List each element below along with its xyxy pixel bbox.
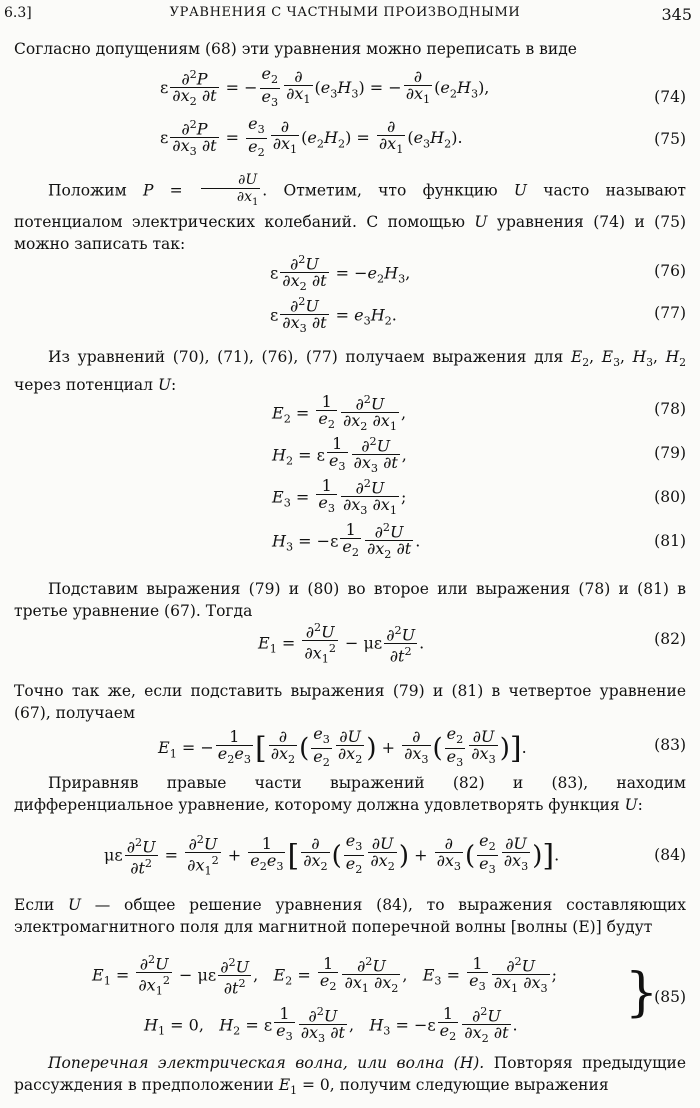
equation-74: ε $\frac{\partial^2P}{\partial x_2 \partial t}$ = − $\frac{e_2}{e_3}$ ∂ $\partial x_1$ $(e_3H_3)$ = − ∂ $\partial x_1$ $(e_2H_3)$, [160, 64, 490, 110]
text-fragment: через потенциал [14, 376, 154, 395]
section-number: 6.3] [4, 5, 32, 21]
italic-heading: Поперечная электрическая волна, или волна (H). [48, 1054, 485, 1072]
text-fragment: Повторяя предыдущие рассуждения в предположении [14, 1054, 686, 1094]
text-fragment: получим следующие выражения [339, 1076, 609, 1094]
paragraph-substitute: Подставим выражения (79) и (80) во второе или выражения (78) и (81) в третье уравнение (67). Тогда [14, 580, 686, 620]
paragraph-equate: Приравняв правые части выражений (82) и (83), находим дифференциальное уравнение, которому должна удовлетворять функция U: [14, 774, 686, 814]
equation-84: με $\frac{\partial^2U}{\partial t^2}$ = $\frac{\partial^2U}{\partial x_1^2}$ + $\frac{1}{e_2e_3}$ [ ∂ $\partial x_2$ ( $\frac{e_3}{e_2}$ $\frac{\partial U}{\partial x_2}$ ) + ∂ $\partial x_3$ ( $\frac{e_2}{e_3}$ $\frac{\partial U}{\partial x_3}$ )]. [104, 831, 560, 878]
running-header [0, 5, 700, 25]
right-brace: } [625, 963, 659, 1023]
equation-85-line-2: $H_1 = 0$, $H_2 = \varepsilon$ $\frac{1}{e_3}$ $\frac{\partial^2U}{\partial x_3 \partial t}$ , $H_3 = -\varepsilon$ $\frac{1}{e_2}$ $\frac{\partial^2U}{\partial x_2 \partial t}$ . [144, 1004, 518, 1046]
paragraph-intro: Согласно допущениям (68) эти уравнения можно переписать в виде [14, 40, 577, 58]
equation-75: ε $\frac{\partial^2P}{\partial x_3 \partial t}$ = $\frac{e_3}{e_2}$ ∂ $\partial x_1$ $(e_2H_2)$ = ∂ $\partial x_1$ $(e_3H_2)$. [160, 114, 463, 160]
text-fragment: — общее решение уравнения (84), то выражения составляющих электромагнитного поля для магнитной поперечной волны [волны (E)] будут [14, 896, 686, 936]
text-fragment: Из уравнений (70), (71), (76), (77) получаем выражения для [48, 348, 564, 366]
text-fragment: Если [14, 896, 55, 914]
eq-number-74: (74) [654, 88, 686, 106]
equation-78: $E_2$ = $\frac{1}{e_2}$ $\frac{\partial^2U}{\partial x_2 \partial x_1}$ , [272, 392, 407, 434]
paragraph-h-wave: Поперечная электрическая волна, или волна (H). Повторяя предыдущие рассуждения в предположении $E_1 = 0$, получим следующие выражения [14, 1054, 686, 1098]
equation-85-line-1: $E_1$ = $\frac{\partial^2U}{\partial x_1^2}$ − με $\frac{\partial^2U}{\partial t^2}$ , $E_2$ = $\frac{1}{e_2}$ $\frac{\partial^2U}{\partial x_1 \partial x_2}$ , $E_3$ = $\frac{1}{e_3}$ $\frac{\partial^2U}{\partial x_1 \partial x_3}$ ; [92, 953, 558, 998]
eq-number-77: (77) [654, 304, 686, 322]
paragraph-similarly: Точно так же, если подставить выражения (79) и (81) в четвертое уравнение (67), получаем [14, 682, 686, 722]
page-number: 345 [661, 5, 692, 24]
text-fragment: . Отметим, что функцию [262, 181, 498, 200]
eq-number-84: (84) [654, 846, 686, 864]
eq-number-85: (85) [654, 988, 686, 1006]
paragraph-potential: Положим P = $\frac{\partial U}{\partial x_1}$ . Отметим, что функцию U часто называют потенциалом электрических колебаний. С помощью U уравнения (74) и (75) можно записать так: [14, 172, 686, 253]
eq-number-79: (79) [654, 444, 686, 462]
paragraph-expressions: Из уравнений (70), (71), (76), (77) получаем выражения для $E_2$, $E_3$, $H_3$, $H_2$ через потенциал U: [14, 348, 687, 395]
equation-81: $H_3 = -\varepsilon$ $\frac{1}{e_2}$ $\frac{\partial^2U}{\partial x_2 \partial t}$ . [272, 520, 421, 562]
text-fragment: Приравняв правые части выражений (82) и (83), находим дифференциальное уравнение, которому должна удовлетворять функция [14, 774, 686, 814]
running-title: УРАВНЕНИЯ С ЧАСТНЫМИ ПРОИЗВОДНЫМИ [169, 5, 521, 20]
eq-number-82: (82) [654, 630, 686, 648]
equation-80: $E_3$ = $\frac{1}{e_3}$ $\frac{\partial^2U}{\partial x_3 \partial x_1}$ ; [272, 476, 407, 518]
eq-number-80: (80) [654, 488, 686, 506]
text-fragment: Положим [48, 181, 127, 200]
text-fragment: часто называют потенциалом электрических колебаний. С помощью [14, 181, 686, 231]
equation-77: ε $\frac{\partial^2U}{\partial x_3 \partial t}$ = $e_3H_2$. [270, 295, 397, 336]
equation-82: $E_1$ = $\frac{\partial^2U}{\partial x_1^2}$ − με $\frac{\partial^2U}{\partial t^2}$ . [258, 621, 425, 666]
text-fragment: уравнения (74) и (75) можно записать так: [14, 212, 686, 253]
equation-83: $E_1$ = − $\frac{1}{e_2e_3}$ [ ∂ $\partial x_2$ ( $\frac{e_3}{e_2}$ $\frac{\partial U}{\partial x_2}$ ) + ∂ $\partial x_3$ ( $\frac{e_2}{e_3}$ $\frac{\partial U}{\partial x_3}$ )]. [158, 724, 527, 770]
eq-number-81: (81) [654, 532, 686, 550]
equation-76: ε $\frac{\partial^2U}{\partial x_2 \partial t}$ = $-e_2H_3$, [270, 253, 411, 294]
equation-79: $H_2 = \varepsilon$ $\frac{1}{e_3}$ $\frac{\partial^2U}{\partial x_3 \partial t}$ , [272, 434, 407, 476]
paragraph-general-solution: Если U — общее решение уравнения (84), то выражения составляющих электромагнитного поля для магнитной поперечной волны [волны (E)] будут [14, 896, 686, 936]
eq-number-83: (83) [654, 736, 686, 754]
eq-number-76: (76) [654, 262, 686, 280]
eq-number-75: (75) [654, 130, 686, 148]
eq-number-78: (78) [654, 400, 686, 418]
